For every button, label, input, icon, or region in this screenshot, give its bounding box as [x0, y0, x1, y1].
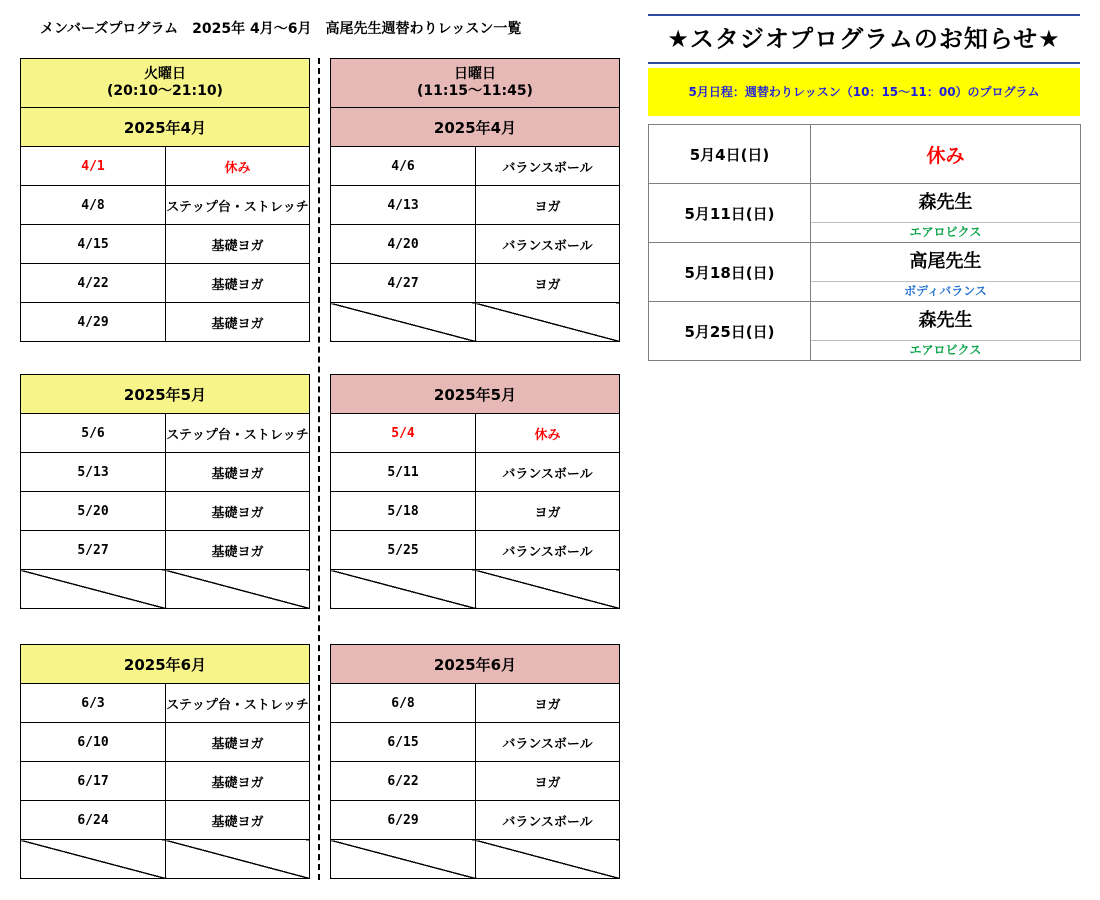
- program-cell: 基礎ヨガ: [166, 225, 310, 264]
- page-title: メンバーズプログラム 2025年 4月～6月 高尾先生週替わりレッスン一覧: [40, 21, 522, 37]
- program-cell: 基礎ヨガ: [166, 762, 310, 801]
- table-row: [331, 492, 620, 531]
- date-cell: 4/13: [331, 186, 476, 225]
- program-cell: ステップ台・ストレッチ: [166, 414, 310, 453]
- tuesday-day-label: 火曜日: [144, 66, 186, 82]
- table-row: [21, 684, 310, 723]
- date-cell: 4/27: [331, 264, 476, 303]
- program-cell: ヨガ: [476, 762, 620, 801]
- empty-row: [21, 840, 310, 879]
- table-row: [331, 531, 620, 570]
- date-cell: 4/8: [21, 186, 166, 225]
- program-cell: バランスボール: [476, 453, 620, 492]
- empty-cell: [166, 570, 310, 609]
- date-cell: 5/20: [21, 492, 166, 531]
- table-row: [21, 492, 310, 531]
- sunday-time-label: (11:15～11:45): [417, 83, 533, 99]
- date-cell: 5/4: [331, 414, 476, 453]
- program-cell: 基礎ヨガ: [166, 303, 310, 342]
- program-cell: 基礎ヨガ: [166, 801, 310, 840]
- table-row: [331, 186, 620, 225]
- sunday-april-table: [330, 58, 620, 342]
- date-cell: 4/1: [21, 147, 166, 186]
- date-cell: 5/6: [21, 414, 166, 453]
- table-row: [21, 762, 310, 801]
- program-cell: 休み: [166, 147, 310, 186]
- program-cell: ヨガ: [476, 186, 620, 225]
- empty-cell: [476, 303, 620, 342]
- empty-cell: [331, 570, 476, 609]
- program-cell: 基礎ヨガ: [166, 723, 310, 762]
- empty-row: [331, 570, 620, 609]
- date-cell: 6/8: [331, 684, 476, 723]
- instructor-name: 森先生: [811, 302, 1080, 341]
- table-row: [331, 264, 620, 303]
- program-cell: ヨガ: [476, 492, 620, 531]
- sunday-june-table: [330, 644, 620, 879]
- program-cell: 基礎ヨガ: [166, 492, 310, 531]
- date-cell: 4/20: [331, 225, 476, 264]
- program-cell: バランスボール: [476, 531, 620, 570]
- table-row: [21, 264, 310, 303]
- table-row: [331, 225, 620, 264]
- date-cell: 4/15: [21, 225, 166, 264]
- notice-content: [811, 243, 1081, 302]
- program-name: エアロビクス: [909, 343, 982, 357]
- program-cell: バランスボール: [476, 147, 620, 186]
- notice-date: 5月18日(日): [649, 243, 811, 302]
- empty-cell: [331, 840, 476, 879]
- month-header: 2025年6月: [21, 645, 310, 684]
- table-row: [21, 723, 310, 762]
- table-row: [21, 531, 310, 570]
- table-row: [331, 723, 620, 762]
- notice-title: ★スタジオプログラムのお知らせ★: [648, 14, 1080, 64]
- date-cell: 6/29: [331, 801, 476, 840]
- notice-date: 5月25日(日): [649, 302, 811, 361]
- program-cell: 基礎ヨガ: [166, 264, 310, 303]
- date-cell: 6/10: [21, 723, 166, 762]
- date-cell: 6/15: [331, 723, 476, 762]
- notice-off-label: 休み: [811, 125, 1081, 184]
- sunday-day-label: 日曜日: [454, 66, 496, 82]
- notice-row: [649, 125, 1081, 184]
- date-cell: 5/25: [331, 531, 476, 570]
- empty-cell: [476, 840, 620, 879]
- program-cell: ヨガ: [476, 684, 620, 723]
- table-row: [331, 684, 620, 723]
- table-row: [21, 453, 310, 492]
- dashed-divider: [318, 58, 320, 880]
- tuesday-april-table: [20, 58, 310, 342]
- date-cell: 4/22: [21, 264, 166, 303]
- month-header: 2025年5月: [21, 375, 310, 414]
- program-cell: ステップ台・ストレッチ: [166, 684, 310, 723]
- table-row: [21, 225, 310, 264]
- empty-row: [21, 570, 310, 609]
- month-header: 2025年4月: [331, 108, 620, 147]
- instructor-name: 森先生: [811, 184, 1080, 223]
- empty-cell: [21, 570, 166, 609]
- sunday-day-header: [331, 59, 620, 108]
- month-header: 2025年6月: [331, 645, 620, 684]
- date-cell: 5/11: [331, 453, 476, 492]
- table-row: [21, 303, 310, 342]
- table-row: [331, 762, 620, 801]
- program-cell: 休み: [476, 414, 620, 453]
- instructor-name: 高尾先生: [811, 243, 1080, 282]
- tuesday-time-label: (20:10～21:10): [107, 83, 223, 99]
- table-row: [331, 801, 620, 840]
- program-cell: 基礎ヨガ: [166, 531, 310, 570]
- tuesday-may-table: [20, 374, 310, 609]
- empty-cell: [476, 570, 620, 609]
- program-cell: バランスボール: [476, 723, 620, 762]
- table-row: [331, 414, 620, 453]
- program-cell: ヨガ: [476, 264, 620, 303]
- empty-cell: [21, 840, 166, 879]
- date-cell: 6/3: [21, 684, 166, 723]
- month-header: 2025年5月: [331, 375, 620, 414]
- program-cell: ステップ台・ストレッチ: [166, 186, 310, 225]
- program-name: エアロビクス: [909, 225, 982, 239]
- notice-date: 5月11日(日): [649, 184, 811, 243]
- notice-row: [649, 302, 1081, 361]
- empty-cell: [331, 303, 476, 342]
- program-cell: 基礎ヨガ: [166, 453, 310, 492]
- table-row: [21, 147, 310, 186]
- empty-row: [331, 303, 620, 342]
- empty-cell: [166, 840, 310, 879]
- program-cell: バランスボール: [476, 225, 620, 264]
- date-cell: 4/6: [331, 147, 476, 186]
- notice-content: [811, 302, 1081, 361]
- table-row: [21, 414, 310, 453]
- date-cell: 6/17: [21, 762, 166, 801]
- empty-row: [331, 840, 620, 879]
- notice-banner: 5月日程：週替わりレッスン（10：15～11：00）のプログラム: [648, 68, 1080, 116]
- month-header: 2025年4月: [21, 108, 310, 147]
- date-cell: 6/24: [21, 801, 166, 840]
- sunday-may-table: [330, 374, 620, 609]
- table-row: [331, 453, 620, 492]
- tuesday-june-table: [20, 644, 310, 879]
- date-cell: 5/13: [21, 453, 166, 492]
- date-cell: 5/18: [331, 492, 476, 531]
- notice-row: [649, 243, 1081, 302]
- program-name: ボディバランス: [904, 284, 987, 298]
- tuesday-day-header: [21, 59, 310, 108]
- table-row: [21, 186, 310, 225]
- notice-table: [648, 124, 1081, 361]
- program-cell: バランスボール: [476, 801, 620, 840]
- notice-date: 5月4日(日): [649, 125, 811, 184]
- date-cell: 4/29: [21, 303, 166, 342]
- table-row: [21, 801, 310, 840]
- table-row: [331, 147, 620, 186]
- notice-row: [649, 184, 1081, 243]
- date-cell: 6/22: [331, 762, 476, 801]
- date-cell: 5/27: [21, 531, 166, 570]
- notice-content: [811, 184, 1081, 243]
